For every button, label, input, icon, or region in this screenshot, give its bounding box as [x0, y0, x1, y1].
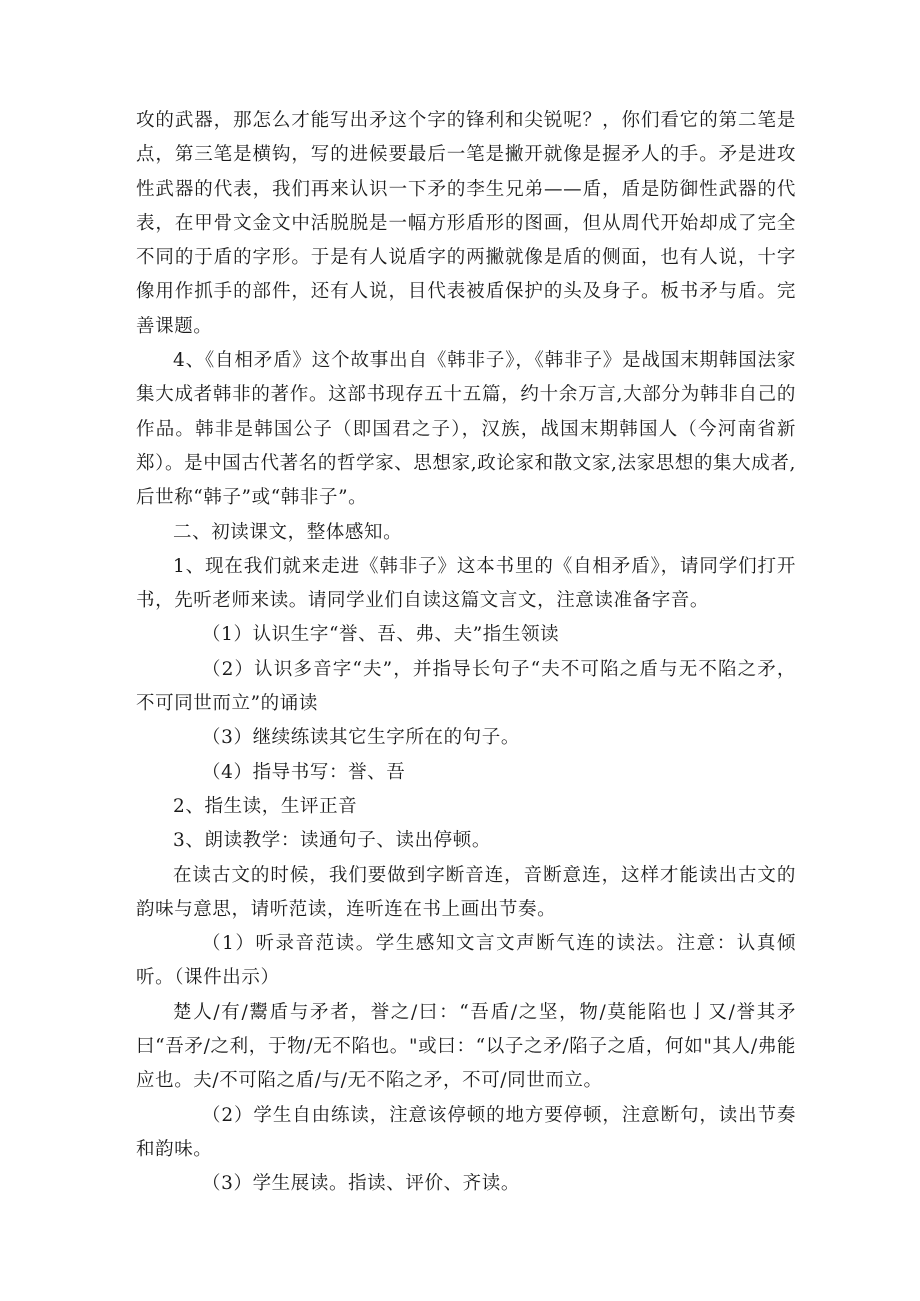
- paragraph-2: 4、《自相矛盾》这个故事出自《韩非子》，《韩非子》是战国末期韩国法家集大成者韩非的著作。这部书现存五十五篇，约十余万言,大部分为韩非自己的作品。韩非是韩国公子（即国君之子），汉族，战国末期韩国人（今河南省新郑）。是中国古代著名的哲学家、思想家,政论家和散文家,法家思想的集大成者,后世称“韩子”或“韩非子”。: [136, 350, 796, 509]
- paragraph-4: 2、指生读，生评正音: [173, 795, 358, 817]
- classical-text: 楚人/有/鬻盾与矛者，誉之/曰：“吾盾/之坚，物/莫能陷也亅又/誉其矛曰“吾矛/之利，于物/无不陷也。"或曰：“以子之矛/陷子之盾，何如"其人/弗能应也。夫/不可陷之盾/与/无不陷之矛，不可/同世而立。: [136, 1001, 796, 1092]
- reading-step-3: （3）学生展读。指读、评价、齐读。: [202, 1173, 520, 1195]
- step-3: （3）继续练读其它生字所在的句子。: [202, 727, 520, 749]
- document-body: [136, 104, 796, 1202]
- step-1: （1）认识生字“誉、吾、弗、夫”指生领读: [202, 624, 560, 646]
- reading-step-1: （1）听录音范读。学生感知文言文声断气连的读法。注意：认真倾听。（课件出示）: [136, 933, 796, 989]
- section-heading: 二、初读课文，整体感知。: [173, 521, 403, 543]
- step-2: （2）认识多音字“夫”，并指导长句子“夫不可陷之盾与无不陷之矛，不可同世而立”的诵读: [136, 658, 796, 715]
- paragraph-5: 3、朗读教学：读通句子、读出停顿。: [173, 830, 491, 852]
- paragraph-3: 1、现在我们就来走进《韩非子》这本书里的《自相矛盾》，请同学们打开书，先听老师来读。请同学业们自读这篇文言文，注意读准备字音。: [136, 555, 796, 612]
- reading-step-2: （2）学生自由练读，注意该停顿的地方要停顿，注意断句，读出节奏和韵味。: [136, 1104, 796, 1160]
- step-4: （4）指导书写：誉、吾: [202, 761, 406, 783]
- paragraph-1: 攻的武器，那怎么才能写出矛这个字的锋利和尖锐呢？，你们看它的第二笔是点，第三笔是横钩，写的进候要最后一笔是撇开就像是握矛人的手。矛是进攻性武器的代表，我们再来认识一下矛的李生兄弟——盾，盾是防御性武器的代表，在甲骨文金文中活脱脱是一幅方形盾形的图画，但从周代开始却成了完全不同的于盾的字形。于是有人说盾字的两撇就像是盾的侧面，也有人说，十字像用作抓手的部件，还有人说，目代表被盾保护的头及身子。板书矛与盾。完善课题。: [136, 110, 796, 337]
- paragraph-6: 在读古文的时候，我们要做到字断音连，音断意连，这样才能读出古文的韵味与意思，请听范读，连听连在书上画出节奏。: [136, 864, 796, 920]
